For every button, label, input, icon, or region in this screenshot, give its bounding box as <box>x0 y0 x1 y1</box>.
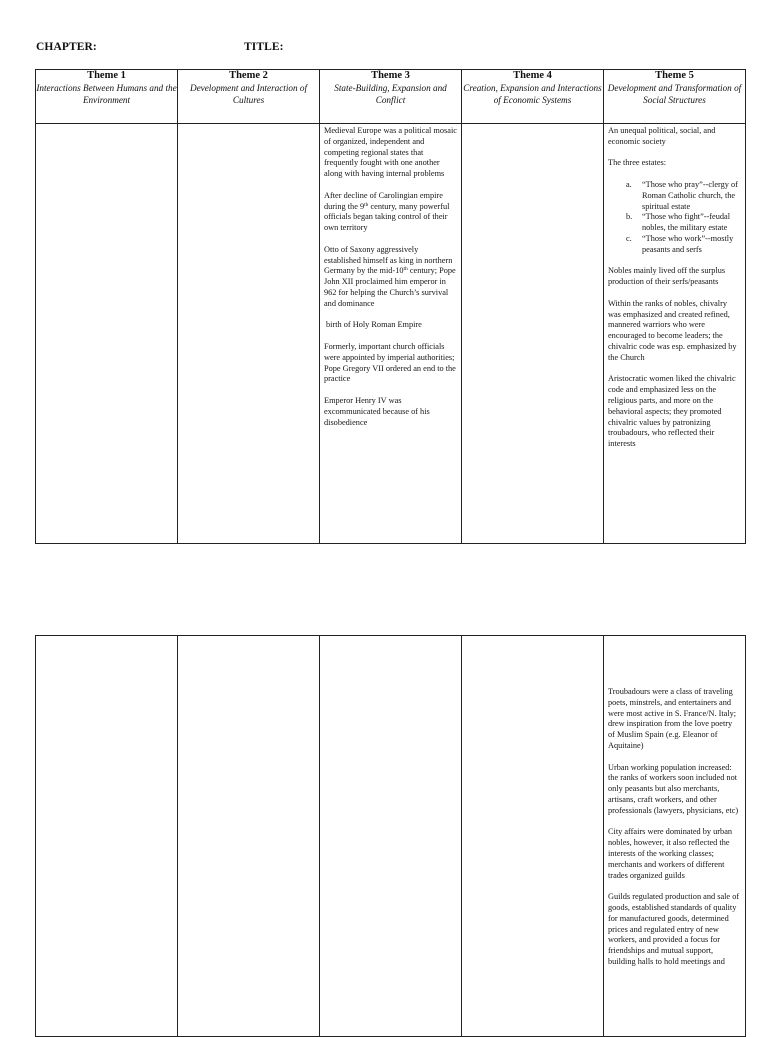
note-paragraph: Troubadours were a class of traveling poets, minstrels, and entertainers and were most active in S. France/N. Italy; drew inspiration from the love poetry of Muslim Spain (e.g. Eleanor of Aquitaine) <box>608 687 737 750</box>
list-item <box>626 234 741 256</box>
theme-5-notes-cell <box>604 636 746 1037</box>
ordinal-superscript: th <box>403 266 408 273</box>
notes-row <box>36 124 746 544</box>
note-paragraph: City affairs were dominated by urban nobles, however, it also reflected the interests of the working classes; merchants and workers of different trades organized guilds <box>608 827 733 880</box>
theme-2-subtitle: Development and Interaction of Cultures <box>189 83 308 105</box>
theme-header-row <box>36 70 746 124</box>
note-text: century; Pope John XII proclaimed him emperor in 962 for helping the Church’s survival and dominance <box>324 266 456 308</box>
themes-table-2 <box>35 635 746 1037</box>
theme-2-notes-cell <box>178 124 320 544</box>
chapter-label: CHAPTER: <box>36 41 97 53</box>
list-marker: c. <box>626 233 632 243</box>
theme-3-header <box>320 70 462 124</box>
note-paragraph: Aristocratic women liked the chivalric code and emphasized less on the religious parts, and more on the behavioral aspects; they promoted chivalric values by patronizing troubadours, who reflected their interests <box>608 374 736 449</box>
list-item-text: “Those who work”--mostly peasants and serfs <box>642 233 734 254</box>
theme-1-header <box>36 70 178 124</box>
list-item-text: “Those who fight”--feudal nobles, the military estate <box>642 212 731 233</box>
theme-5-header <box>604 70 746 124</box>
list-marker: b. <box>626 212 633 222</box>
note-paragraph: Guilds regulated production and sale of goods, established standards of quality for manufactured goods, determined prices and regulated entry of new workers, and provided a focus for friendships and mutual support, building halls to hold meetings and <box>608 892 740 966</box>
list-item-text: “Those who pray”--clergy of Roman Catholic church, the spiritual estate <box>642 179 738 211</box>
note-paragraph: Formerly, important church officials were appointed by imperial authorities; Pope Gregory VII ordered an end to the practice <box>324 341 456 384</box>
list-item <box>626 180 741 212</box>
theme-1-notes-cell <box>36 124 178 544</box>
estates-list <box>608 180 741 256</box>
note-paragraph: Emperor Henry IV was excommunicated because of his disobedience <box>324 395 430 427</box>
note-paragraph: Within the ranks of nobles, chivalry was emphasized and created refined, mannered warriors who were encouraged to become leaders; the chivalric code was esp. emphasized by the Church <box>608 298 737 362</box>
theme-4-name: Theme 4 <box>513 70 552 81</box>
note-text: After decline of Carolingian empire during the 9 <box>324 190 443 211</box>
theme-2-notes-cell <box>178 636 320 1037</box>
themes-table-1 <box>35 69 746 544</box>
theme-5-subtitle: Development and Transformation of Social Structures <box>607 83 742 105</box>
theme-1-notes-cell <box>36 636 178 1037</box>
theme-3-notes-cell <box>320 636 462 1037</box>
theme-3-notes-cell <box>320 124 462 544</box>
theme-4-notes-cell <box>462 636 604 1037</box>
theme-5-name: Theme 5 <box>655 70 694 81</box>
notes-row <box>36 636 746 1037</box>
note-text: century, many powerful officials began taking control of their own territory <box>324 201 450 233</box>
note-paragraph: Nobles mainly lived off the surplus production of their serfs/peasants <box>608 266 726 287</box>
theme-3-subtitle: State-Building, Expansion and Conflict <box>334 83 447 105</box>
note-text: Otto of Saxony aggressively established himself as king in northern Germany by the mid-10 <box>324 244 453 276</box>
note-paragraph: Urban working population increased: the ranks of workers soon included not only peasants but also merchants, artisans, craft workers, and other professionals (lawyers, physicians, etc) <box>608 762 739 815</box>
theme-4-subtitle: Creation, Expansion and Interactions of Economic Systems <box>463 83 602 105</box>
theme-2-name: Theme 2 <box>229 70 268 81</box>
title-label: TITLE: <box>244 41 284 53</box>
theme-2-header <box>178 70 320 124</box>
theme-3-name: Theme 3 <box>371 70 410 81</box>
note-paragraph: An unequal political, social, and economic society <box>608 126 716 146</box>
note-paragraph: The three estates: <box>608 158 667 168</box>
note-paragraph: birth of Holy Roman Empire <box>326 320 422 330</box>
note-paragraph: Medieval Europe was a political mosaic of organized, independent and competing regional states that frequently fought with one another along with having internal problems <box>324 126 457 179</box>
list-marker: a. <box>626 179 632 189</box>
note-paragraph <box>324 191 457 234</box>
theme-4-header <box>462 70 604 124</box>
ordinal-superscript: th <box>364 201 369 208</box>
theme-4-notes-cell <box>462 124 604 544</box>
theme-1-name: Theme 1 <box>87 70 126 81</box>
note-paragraph <box>324 245 457 310</box>
theme-1-subtitle: Interactions Between Humans and the Environment <box>36 83 177 105</box>
list-item <box>626 212 741 234</box>
theme-5-notes-cell <box>604 124 746 544</box>
